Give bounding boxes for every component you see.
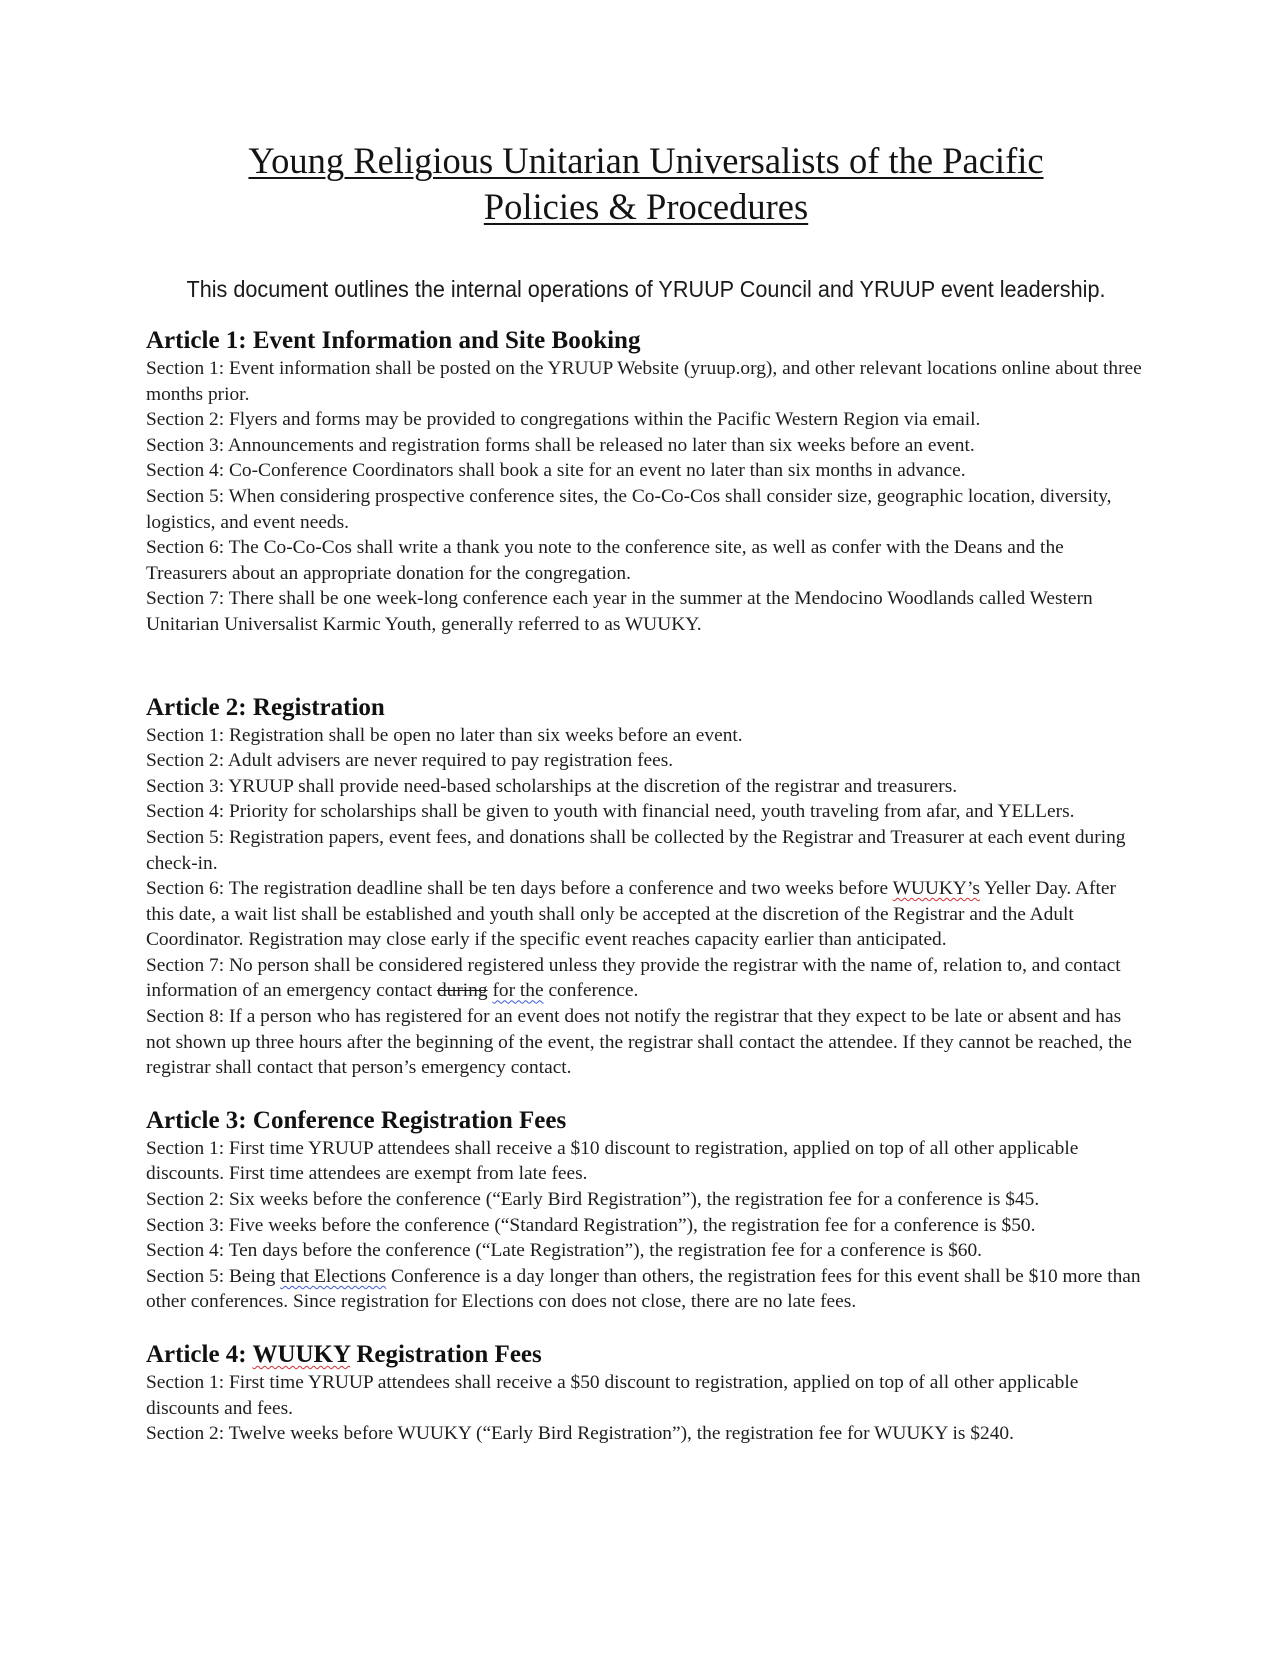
section-3: Section 3: YRUUP shall provide need-based scholarships at the discretion of the registrar and treasurers. — [146, 775, 958, 797]
title-line-2: Policies & Procedures — [483, 186, 809, 227]
article-2 — [146, 692, 1146, 1081]
section-6-text-start: Section 6: The registration deadline shall be ten days before a conference and two weeks before — [146, 878, 893, 900]
section-4: Section 4: Priority for scholarships shall be given to youth with financial need, youth traveling from afar, and YELLers. — [146, 801, 1075, 823]
struck-text: during — [436, 980, 488, 1002]
section-6 — [146, 876, 1146, 953]
section-5: Section 5: Registration papers, event fees, and donations shall be collected by the Registrar and Treasurer at each event during check-in. — [146, 826, 1126, 874]
section-7: Section 7: There shall be one week-long conference each year in the summer at the Mendocino Woodlands called Western Unitarian Universalist Karmic Youth, generally referred to as WUUKY. — [146, 588, 1093, 635]
heading-text-start: Article 4: — [146, 1341, 253, 1368]
section-2: Section 2: Flyers and forms may be provided to congregations within the Pacific Western Region via email. — [146, 409, 981, 431]
article-heading: Article 2: Registration — [146, 693, 385, 721]
article-heading — [146, 1339, 1146, 1370]
section-4: Section 4: Ten days before the conference (“Late Registration”), the registration fee for a conference is $60. — [146, 1240, 983, 1262]
article-3 — [146, 1105, 1146, 1315]
section-1: Section 1: First time YRUUP attendees shall receive a $10 discount to registration, applied on top of all other applicable discounts. First time attendees are exempt from late fees. — [146, 1137, 1079, 1185]
article-heading: Article 1: Event Information and Site Booking — [146, 327, 641, 354]
spellcheck-flag[interactable]: WUUKY — [252, 1341, 351, 1368]
section-8: Section 8: If a person who has registered for an event does not notify the registrar that they expect to be late or absent and has not shown up three hours after the beginning of the event, the registrar shall contact the attendee. If they cannot be reached, the registrar shall contact that person’s emergency contact. — [146, 1006, 1132, 1079]
section-2: Section 2: Twelve weeks before WUUKY (“Early Bird Registration”), the registration fee for WUUKY is $240. — [146, 1423, 1014, 1445]
section-5-text-end: Conference is a day longer than others, the registration fees for this event shall be $10 more than other conferences. Since registration for Elections con does not close, there are no late fees. — [146, 1265, 1141, 1313]
document-page — [146, 138, 1146, 1447]
section-2: Section 2: Six weeks before the conference (“Early Bird Registration”), the registration fee for a conference is $45. — [146, 1189, 1040, 1211]
page-title — [146, 138, 1146, 230]
section-7-text-start: Section 7: No person shall be considered registered unless they provide the registrar with the name of, relation to, and contact information of an emergency contact — [146, 954, 1121, 1002]
section-6-text-end: Yeller Day. After this date, a wait list shall be established and youth shall only be accepted at the discretion of the Registrar and the Adult Coordinator. Registration may close early if the specific event reaches capacity earlier than anticipated. — [146, 878, 1116, 951]
section-1: Section 1: Registration shall be open no later than six weeks before an event. — [146, 724, 743, 746]
title-line-1: Young Religious Unitarian Universalists of the Pacific — [248, 140, 1044, 181]
section-7 — [146, 953, 1146, 1004]
section-7-text-end: conference. — [543, 980, 639, 1002]
heading-text-end: Registration Fees — [350, 1341, 542, 1368]
section-2: Section 2: Adult advisers are never required to pay registration fees. — [146, 750, 674, 772]
spellcheck-flag[interactable]: WUUKY’s — [892, 878, 980, 900]
section-1: Section 1: Event information shall be posted on the YRUUP Website (yruup.org), and other relevant locations online about three months prior. — [146, 358, 1142, 405]
section-5: Section 5: When considering prospective conference sites, the Co-Co-Cos shall consider size, geographic location, diversity, logistics, and event needs. — [146, 485, 1112, 533]
section-3: Section 3: Announcements and registration forms shall be released no later than six weeks before an event. — [146, 434, 975, 456]
intro-text: This document outlines the internal operations of YRUUP Council and YRUUP event leadership. — [186, 276, 1106, 302]
section-5 — [146, 1264, 1146, 1315]
section-1: Section 1: First time YRUUP attendees shall receive a $50 discount to registration, applied on top of all other applicable discounts and fees. — [146, 1372, 1079, 1419]
section-5-text-start: Section 5: Being — [146, 1265, 281, 1287]
section-4: Section 4: Co-Conference Coordinators shall book a site for an event no later than six months in advance. — [146, 460, 966, 482]
section-6: Section 6: The Co-Co-Cos shall write a thank you note to the conference site, as well as confer with the Deans and the Treasurers about an appropriate donation for the congregation. — [146, 537, 1064, 584]
grammar-flag[interactable]: for the — [492, 980, 544, 1002]
article-1 — [146, 325, 1146, 638]
article-4 — [146, 1339, 1146, 1447]
article-heading: Article 3: Conference Registration Fees — [146, 1106, 567, 1134]
section-3: Section 3: Five weeks before the conference (“Standard Registration”), the registration fee for a conference is $50. — [146, 1214, 1036, 1236]
grammar-flag[interactable]: that Elections — [280, 1265, 387, 1287]
